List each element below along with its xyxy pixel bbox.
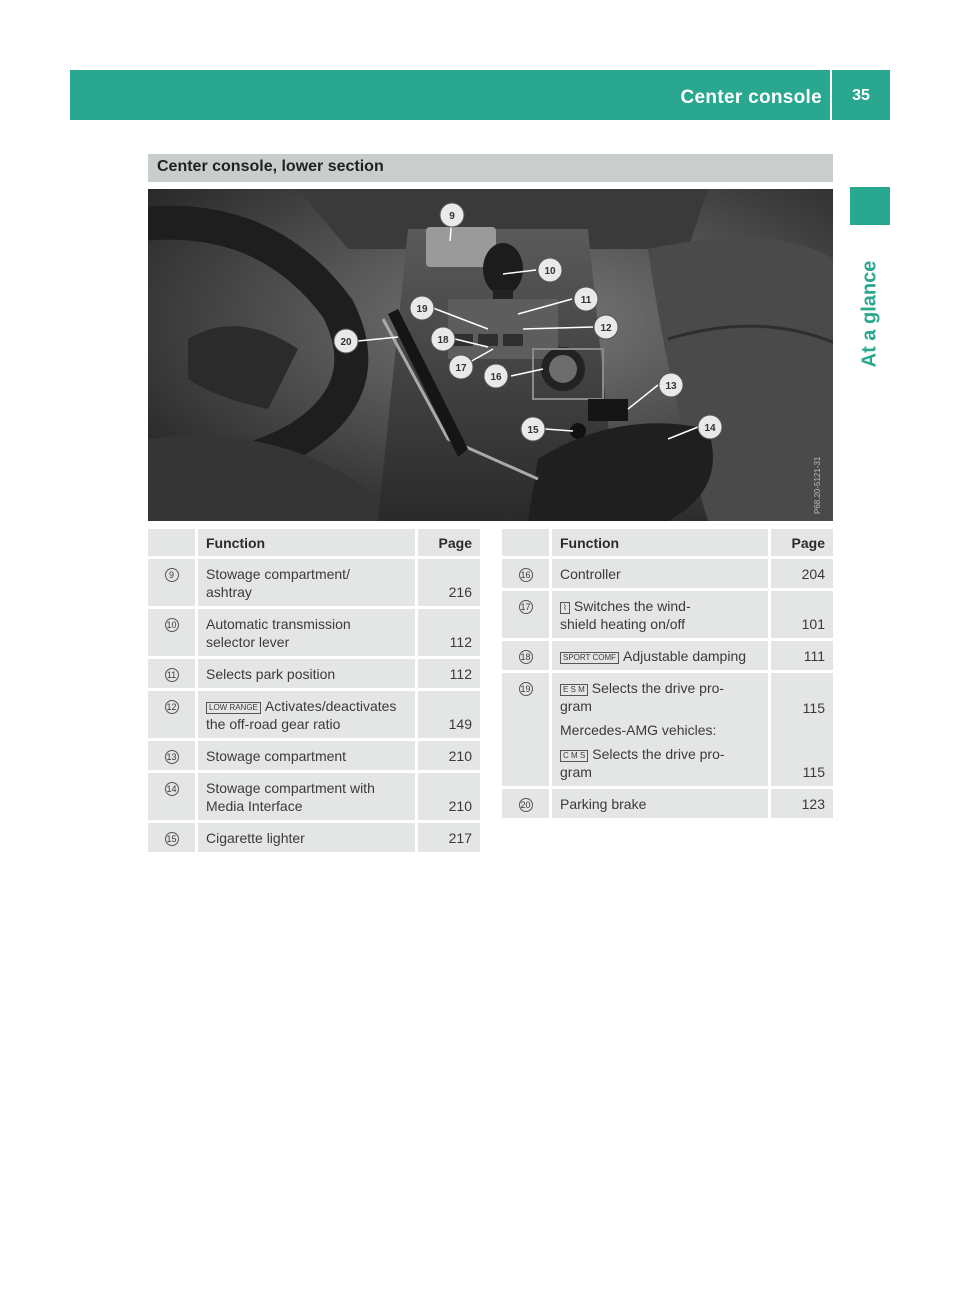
item-number: 13 xyxy=(166,752,177,762)
header-num-cell xyxy=(148,529,198,559)
callout-17: 17 xyxy=(455,363,467,374)
item-number: 16 xyxy=(520,570,531,580)
page-reference[interactable]: 204 xyxy=(771,559,833,591)
callout-10: 10 xyxy=(544,266,556,277)
page-reference[interactable] xyxy=(771,673,833,789)
amg-note: Mercedes-AMG vehicles: xyxy=(560,722,717,738)
table-row xyxy=(502,591,833,641)
table-row xyxy=(502,559,833,591)
table-row xyxy=(148,659,480,691)
page-reference[interactable]: 210 xyxy=(418,773,480,823)
page-reference[interactable]: 216 xyxy=(418,559,480,609)
item-number: 19 xyxy=(520,684,531,694)
item-number: 15 xyxy=(166,834,177,844)
page-reference-primary[interactable]: 115 xyxy=(802,700,825,716)
section-heading xyxy=(148,154,833,182)
page-reference-amg[interactable]: 115 xyxy=(802,764,825,780)
low-range-icon: LOW RANGE xyxy=(206,702,261,714)
table-row xyxy=(148,559,480,609)
photo-reference: P68.20-5121-31 xyxy=(813,456,822,514)
page-reference[interactable]: 112 xyxy=(418,659,480,691)
center-console-photo xyxy=(148,189,833,521)
callout-15: 15 xyxy=(527,425,539,436)
function-description: E S M Selects the drive pro- gram Mercedes-AMG vehicles: C M S Selects the drive pro- gram xyxy=(552,673,771,789)
callout-11: 11 xyxy=(580,295,592,306)
callout-9: 9 xyxy=(449,211,455,222)
function-description: Stowage compartment/ ashtray xyxy=(198,559,418,609)
callout-19: 19 xyxy=(416,304,428,315)
function-description: LOW RANGE Activates/deactivates the off-road gear ratio xyxy=(198,691,418,741)
header-num-cell xyxy=(502,529,552,559)
function-description: Cigarette lighter xyxy=(198,823,418,855)
function-description: ⌇ Switches the wind- shield heating on/off xyxy=(552,591,771,641)
table-row xyxy=(148,691,480,741)
item-number: 11 xyxy=(165,668,179,682)
header-page: Page xyxy=(771,529,833,559)
table-row xyxy=(148,773,480,823)
callout-20: 20 xyxy=(340,337,352,348)
page-reference[interactable]: 149 xyxy=(418,691,480,741)
side-tab-marker xyxy=(850,187,890,225)
windshield-heat-icon: ⌇ xyxy=(560,602,570,614)
callout-12: 12 xyxy=(600,323,612,334)
console-illustration xyxy=(148,189,833,521)
callout-18: 18 xyxy=(437,335,449,346)
page-header xyxy=(70,70,890,120)
amg-drive-program-icon: C M S xyxy=(560,750,588,762)
function-description: Parking brake xyxy=(552,789,771,821)
function-description: Stowage compartment xyxy=(198,741,418,773)
table-row xyxy=(502,673,833,789)
table-row xyxy=(502,789,833,821)
table-row xyxy=(148,741,480,773)
section-title: Center console, lower section xyxy=(157,158,384,175)
callout-16: 16 xyxy=(490,372,502,383)
item-number: 14 xyxy=(166,784,177,794)
drive-program-icon: E S M xyxy=(560,684,588,696)
header-function: Function xyxy=(198,529,418,559)
header-page: Page xyxy=(418,529,480,559)
function-description: SPORT COMF Adjustable damping xyxy=(552,641,771,673)
function-table-left xyxy=(148,529,480,855)
item-number: 9 xyxy=(165,568,179,582)
function-description: Controller xyxy=(552,559,771,591)
function-description: Stowage compartment with Media Interface xyxy=(198,773,418,823)
header-title: Center console xyxy=(680,87,822,108)
item-number: 20 xyxy=(520,800,531,810)
function-description: Selects park position xyxy=(198,659,418,691)
callout-14: 14 xyxy=(704,423,716,434)
function-description: Automatic transmission selector lever xyxy=(198,609,418,659)
side-tab xyxy=(850,234,890,394)
page-reference[interactable]: 217 xyxy=(418,823,480,855)
item-number: 12 xyxy=(166,702,177,712)
header-function: Function xyxy=(552,529,771,559)
table-row xyxy=(502,641,833,673)
callout-13: 13 xyxy=(665,381,677,392)
item-number: 18 xyxy=(520,652,531,662)
item-number: 17 xyxy=(520,602,531,612)
page-reference[interactable]: 210 xyxy=(418,741,480,773)
page-reference[interactable]: 112 xyxy=(418,609,480,659)
page-reference[interactable]: 111 xyxy=(771,641,833,673)
side-tab-label: At a glance xyxy=(858,260,881,368)
table-row xyxy=(148,823,480,855)
table-header-row xyxy=(148,529,480,559)
function-table-right xyxy=(502,529,833,821)
item-number: 10 xyxy=(166,620,177,630)
table-header-row xyxy=(502,529,833,559)
damping-icon: SPORT COMF xyxy=(560,652,619,664)
page-number: 35 xyxy=(852,87,870,104)
page-reference[interactable]: 101 xyxy=(771,591,833,641)
table-row xyxy=(148,609,480,659)
page-reference[interactable]: 123 xyxy=(771,789,833,821)
